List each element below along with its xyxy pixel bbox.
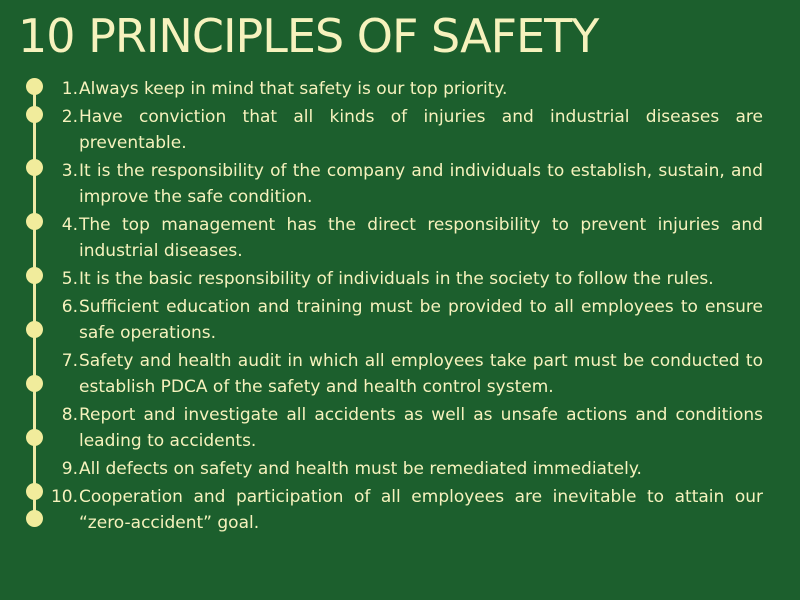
principles-list [45, 76, 763, 538]
timeline-dot-icon [26, 510, 43, 527]
timeline-dot-icon [26, 267, 43, 284]
principle-text: It is the responsibility of the company and individuals to establish, sustain, and improve the safe condition. [79, 161, 763, 207]
timeline-dot-icon [26, 429, 43, 446]
principle-text: Safety and health audit in which all employees take part must be conducted to establish PDCA of the safety and health control system. [79, 351, 763, 397]
timeline-dot-icon [26, 321, 43, 338]
timeline-dot-icon [26, 375, 43, 392]
principle-number: 5. [61, 269, 78, 289]
principle-text: The top management has the direct responsibility to prevent injuries and industrial diseases. [79, 215, 763, 261]
timeline-line [33, 84, 36, 520]
principle-item [45, 402, 763, 454]
principle-item [45, 76, 763, 102]
principle-number: 10. [50, 487, 78, 507]
principle-number: 4. [61, 215, 78, 235]
principle-text: Cooperation and participation of all employees are inevitable to attain our “zero-accident” goal. [79, 487, 763, 533]
principle-number: 8. [61, 405, 78, 425]
principle-number: 1. [61, 79, 78, 99]
timeline-dot-icon [26, 213, 43, 230]
principle-number: 9. [61, 459, 78, 479]
principle-item [45, 266, 763, 292]
principle-text: Report and investigate all accidents as well as unsafe actions and conditions leading to accidents. [79, 405, 763, 451]
principle-item [45, 104, 763, 156]
timeline-dot-icon [26, 78, 43, 95]
slide-title: 10 PRINCIPLES OF SAFETY [18, 9, 599, 63]
principle-number: 6. [61, 297, 78, 317]
principle-text: Have conviction that all kinds of injuries and industrial diseases are preventable. [79, 107, 763, 153]
principle-item [45, 456, 763, 482]
principle-item [45, 484, 763, 536]
timeline-dot-icon [26, 483, 43, 500]
principle-text: It is the basic responsibility of individuals in the society to follow the rules. [79, 269, 714, 289]
principle-item [45, 348, 763, 400]
timeline-dot-icon [26, 106, 43, 123]
principle-item [45, 158, 763, 210]
principle-number: 2. [61, 107, 78, 127]
principle-item [45, 212, 763, 264]
principle-text: All defects on safety and health must be remediated immediately. [79, 459, 642, 479]
principle-text: Always keep in mind that safety is our top priority. [79, 79, 508, 99]
principle-item [45, 294, 763, 346]
principle-number: 7. [61, 351, 78, 371]
timeline-dot-icon [26, 159, 43, 176]
principle-text: Sufficient education and training must be provided to all employees to ensure safe operations. [79, 297, 763, 343]
principle-number: 3. [61, 161, 78, 181]
